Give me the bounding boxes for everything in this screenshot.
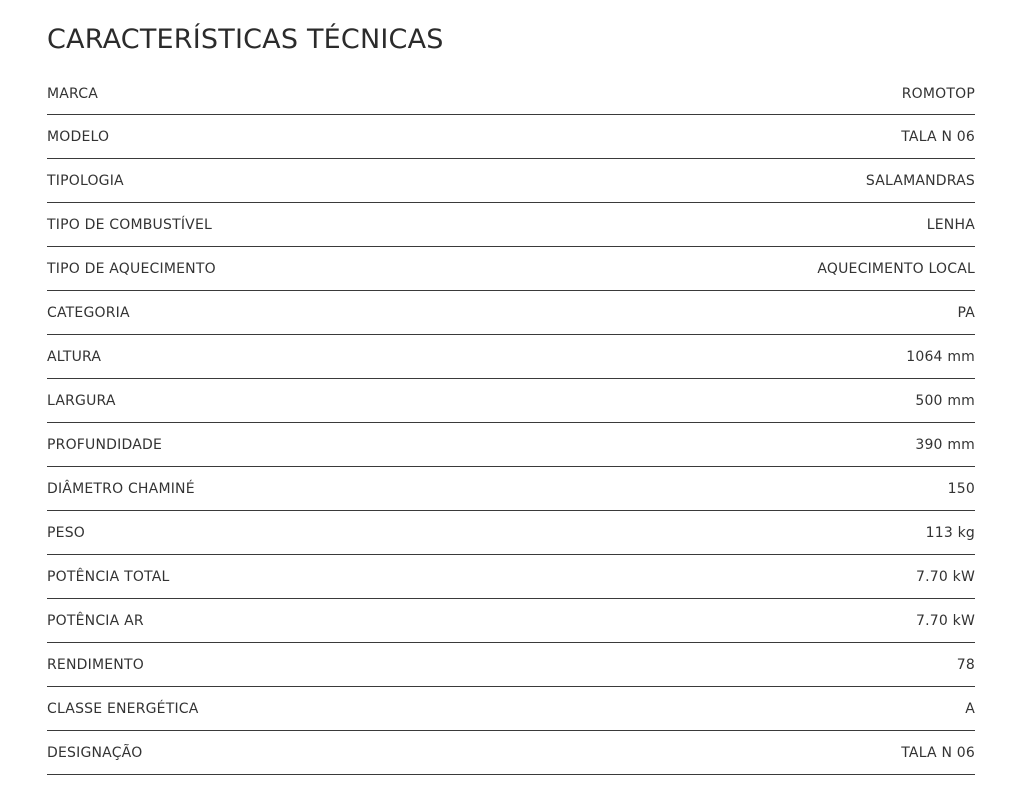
spec-value: 390 mm [915, 436, 975, 453]
spec-label: LARGURA [47, 392, 116, 409]
spec-label: DIÂMETRO CHAMINÉ [47, 480, 195, 497]
section-title: CARACTERÍSTICAS TÉCNICAS [47, 24, 444, 55]
spec-row-diametro-chamine [47, 467, 975, 511]
spec-label: PROFUNDIDADE [47, 436, 163, 453]
spec-row-classe-energetica [47, 687, 975, 731]
spec-row-profundidade [47, 423, 975, 467]
spec-value: SALAMANDRAS [865, 172, 975, 189]
spec-row-categoria [47, 291, 975, 335]
spec-label: DESIGNAÇÃO [47, 744, 143, 761]
spec-row-potencia-total [47, 555, 975, 599]
spec-row-largura [47, 379, 975, 423]
spec-row-potencia-ar [47, 599, 975, 643]
spec-row-marca [47, 73, 975, 115]
spec-label: TIPO DE AQUECIMENTO [47, 260, 216, 277]
spec-row-designacao [47, 731, 975, 775]
spec-label: POTÊNCIA TOTAL [47, 568, 170, 585]
spec-label: ALTURA [47, 348, 102, 365]
spec-value: 500 mm [915, 392, 975, 409]
spec-label: CATEGORIA [47, 304, 130, 321]
spec-row-tipo-de-aquecimento [47, 247, 975, 291]
spec-value: TALA N 06 [901, 744, 975, 761]
spec-value: PA [957, 304, 975, 321]
spec-value: LENHA [926, 216, 975, 233]
spec-row-tipologia [47, 159, 975, 203]
specs-table [47, 73, 975, 775]
spec-label: CLASSE ENERGÉTICA [47, 700, 199, 717]
spec-label: PESO [47, 524, 85, 541]
spec-value: TALA N 06 [901, 128, 975, 145]
spec-value: A [965, 700, 975, 717]
spec-value: AQUECIMENTO LOCAL [817, 260, 975, 277]
spec-value: 78 [956, 656, 975, 673]
spec-label: RENDIMENTO [47, 656, 144, 673]
spec-row-peso [47, 511, 975, 555]
specs-section [47, 0, 975, 775]
spec-value: 150 [947, 480, 975, 497]
spec-row-tipo-de-combustivel [47, 203, 975, 247]
spec-value: 7.70 kW [916, 612, 975, 629]
spec-row-modelo [47, 115, 975, 159]
spec-label: MARCA [47, 85, 99, 102]
spec-row-rendimento [47, 643, 975, 687]
spec-value: 7.70 kW [916, 568, 975, 585]
spec-value: ROMOTOP [901, 85, 975, 102]
spec-label: TIPO DE COMBUSTÍVEL [47, 216, 212, 233]
spec-label: TIPOLOGIA [47, 172, 124, 189]
spec-value: 1064 mm [906, 348, 975, 365]
spec-value: 113 kg [925, 524, 975, 541]
spec-label: MODELO [47, 128, 110, 145]
spec-label: POTÊNCIA AR [47, 612, 144, 629]
spec-row-altura [47, 335, 975, 379]
